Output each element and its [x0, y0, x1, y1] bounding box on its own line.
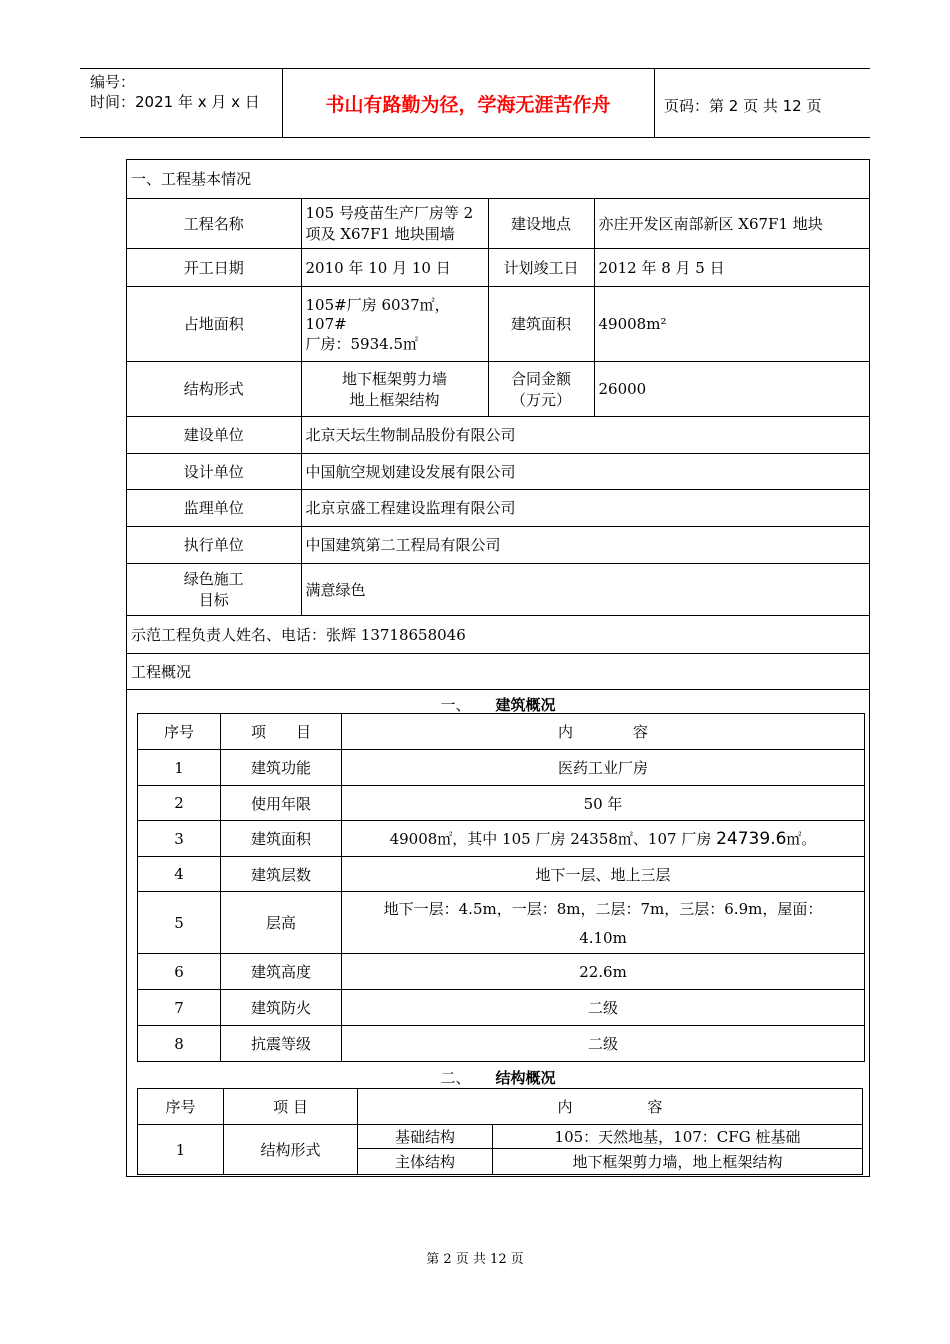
structure-value	[301, 361, 488, 416]
exec-label: 执行单位	[127, 526, 301, 563]
arch-subtitle-num: 一、	[440, 696, 471, 714]
supervise-label: 监理单位	[127, 489, 301, 526]
contract-value: 26000	[594, 361, 869, 416]
project-name-label: 工程名称	[127, 198, 301, 248]
land-area-line: 105#厂房 6037㎡，107#	[305, 295, 450, 333]
row-content-line: 4.10m	[579, 929, 627, 947]
row-content-part: 24739.6	[716, 829, 787, 849]
owner-label: 建设单位	[127, 416, 301, 453]
structure-label: 结构形式	[127, 361, 301, 416]
row-content-part: ㎡。	[786, 830, 817, 848]
table-row	[138, 750, 865, 786]
struct-header-item: 项 目	[224, 1089, 358, 1125]
arch-subtitle-text: 建筑概况	[495, 696, 556, 714]
row-item: 建筑高度	[221, 954, 342, 990]
struct-sub-value: 地下框架剪力墙，地上框架结构	[493, 1149, 863, 1175]
finish-date-value: 2012 年 8 月 5 日	[594, 248, 869, 286]
struct-sub-label: 基础结构	[358, 1125, 493, 1149]
struct-table	[137, 1088, 863, 1175]
page-footer: 第 2 页 共 12 页	[426, 1252, 524, 1267]
project-name-line: 项及 X67F1 地块围墙	[305, 225, 455, 243]
row-item: 层高	[221, 892, 342, 954]
row-content: 50 年	[342, 786, 865, 821]
header-motto: 书山有路勤为径，学海无涯苦作舟	[282, 69, 655, 137]
contract-label-line: （万元）	[510, 390, 571, 409]
row-content: 二级	[342, 990, 865, 1026]
contract-label-line: 合同金额	[510, 369, 571, 388]
row-item: 建筑面积	[221, 821, 342, 857]
build-area-label: 建筑面积	[488, 286, 594, 361]
row-no: 2	[138, 786, 221, 821]
structure-line: 地下框架剪力墙	[341, 369, 447, 388]
exec-value: 中国建筑第二工程局有限公司	[301, 526, 869, 563]
struct-subtitle-text: 结构概况	[495, 1069, 556, 1087]
row-item: 使用年限	[221, 786, 342, 821]
table-row	[138, 1125, 863, 1149]
arch-table	[137, 713, 865, 1062]
row-no: 8	[138, 1026, 221, 1062]
site-value: 亦庄开发区南部新区 X67F1 地块	[594, 198, 869, 248]
arch-subtitle	[127, 694, 869, 715]
basic-info-table	[127, 160, 869, 690]
struct-header-no: 序号	[138, 1089, 224, 1125]
land-area-value	[301, 286, 488, 361]
row-item: 建筑防火	[221, 990, 342, 1026]
project-name-value	[301, 198, 488, 248]
build-area-value: 49008m²	[594, 286, 869, 361]
contact-line: 示范工程负责人姓名、电话：张辉 13718658046	[127, 615, 869, 653]
table-row	[138, 990, 865, 1026]
number-label: 编号：	[90, 73, 136, 91]
time-label: 时间：2021 年 x 月 x 日	[90, 93, 260, 111]
page-header	[80, 68, 870, 138]
green-label-line: 绿色施工	[183, 570, 244, 588]
arch-header-no: 序号	[138, 714, 221, 750]
table-row	[138, 1026, 865, 1062]
green-value: 满意绿色	[301, 563, 869, 615]
overview-title: 工程概况	[127, 653, 869, 689]
row-content-part: 49008㎡，其中 105 厂房 24358㎡、107 厂房	[389, 830, 717, 848]
row-no: 1	[138, 750, 221, 786]
row-no: 6	[138, 954, 221, 990]
start-date-value: 2010 年 10 月 10 日	[301, 248, 488, 286]
row-item: 抗震等级	[221, 1026, 342, 1062]
struct-header-content: 内 容	[358, 1089, 863, 1125]
arch-header-content: 内 容	[342, 714, 865, 750]
owner-value: 北京天坛生物制品股份有限公司	[301, 416, 869, 453]
structure-line: 地上框架结构	[349, 390, 440, 409]
header-page-label: 页码：第 2 页 共 12 页	[664, 97, 822, 115]
design-value: 中国航空规划建设发展有限公司	[301, 453, 869, 489]
row-content	[342, 892, 865, 954]
row-item: 建筑功能	[221, 750, 342, 786]
row-content: 地下一层、地上三层	[342, 857, 865, 892]
row-no: 7	[138, 990, 221, 1026]
row-content: 22.6m	[342, 954, 865, 990]
site-label: 建设地点	[488, 198, 594, 248]
land-area-label: 占地面积	[127, 286, 301, 361]
finish-date-label: 计划竣工日	[488, 248, 594, 286]
green-label	[127, 563, 301, 615]
main-frame	[126, 159, 870, 1177]
row-no: 5	[138, 892, 221, 954]
struct-subtitle-num: 二、	[440, 1069, 471, 1087]
struct-row-no: 1	[138, 1125, 224, 1175]
row-content: 二级	[342, 1026, 865, 1062]
green-label-line: 目标	[198, 591, 229, 609]
table-row	[138, 821, 865, 857]
struct-sub-label: 主体结构	[358, 1149, 493, 1175]
contract-label	[488, 361, 594, 416]
table-row	[138, 892, 865, 954]
supervise-value: 北京京盛工程建设监理有限公司	[301, 489, 869, 526]
section-title: 一、工程基本情况	[127, 160, 869, 198]
table-row	[138, 857, 865, 892]
struct-sub-value: 105：天然地基，107：CFG 桩基础	[493, 1125, 863, 1149]
row-no: 3	[138, 821, 221, 857]
struct-subtitle	[127, 1067, 869, 1088]
table-row	[138, 954, 865, 990]
row-item: 建筑层数	[221, 857, 342, 892]
arch-header-item: 项 目	[221, 714, 342, 750]
land-area-line: 厂房：5934.5㎡	[305, 334, 418, 353]
row-content	[342, 821, 865, 857]
start-date-label: 开工日期	[127, 248, 301, 286]
row-content-line: 地下一层：4.5m，一层：8m，二层：7m，三层：6.9m，屋面：	[383, 900, 823, 918]
row-no: 4	[138, 857, 221, 892]
design-label: 设计单位	[127, 453, 301, 489]
row-content: 医药工业厂房	[342, 750, 865, 786]
struct-row-item: 结构形式	[224, 1125, 358, 1175]
header-meta	[80, 69, 283, 137]
table-row	[138, 786, 865, 821]
project-name-line: 105 号疫苗生产厂房等 2	[305, 204, 474, 222]
